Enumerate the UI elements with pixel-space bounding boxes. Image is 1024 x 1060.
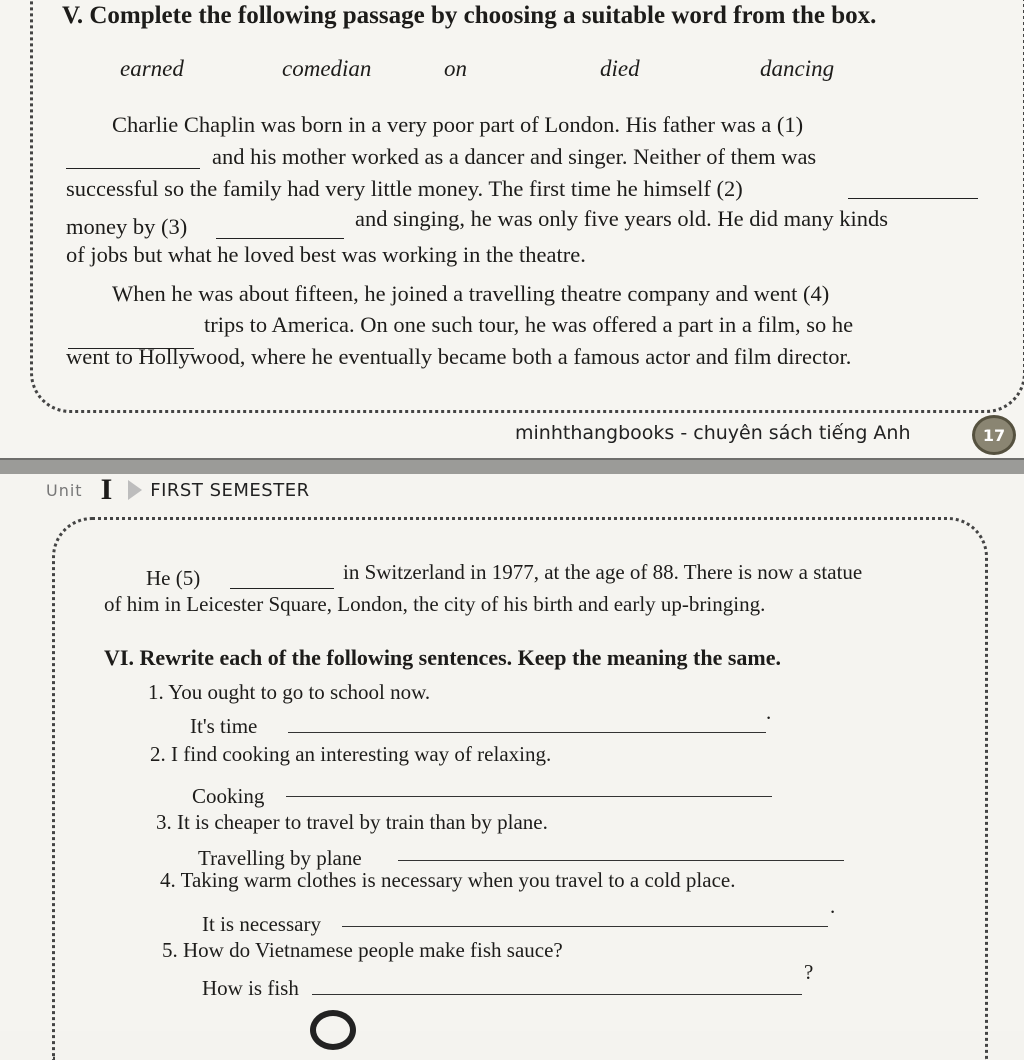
answer-line-3[interactable] (398, 860, 844, 861)
question-2: 2. I find cooking an interesting way of relaxing. (150, 742, 552, 766)
passage-line: of him in Leicester Square, London, the city of his birth and early up-bringing. (104, 592, 766, 616)
passage-line: He (5) (146, 566, 201, 590)
passage-line: trips to America. On one such tour, he was offered a part in a film, so he (204, 312, 854, 337)
semester-header (46, 473, 310, 506)
word-box-item: dancing (760, 56, 835, 81)
question-4: 4. Taking warm clothes is necessary when you travel to a cold place. (160, 868, 736, 892)
word-box-item: comedian (282, 56, 372, 81)
answer-line-2[interactable] (286, 796, 772, 797)
blank-5[interactable] (230, 586, 334, 589)
question-1: 1. You ought to go to school now. (148, 680, 431, 704)
answer-prompt-5: How is fish (202, 976, 299, 1000)
passage-line: and his mother worked as a dancer and singer. Neither of them was (212, 144, 817, 169)
answer-line-1[interactable] (288, 732, 766, 733)
section-vi-heading: VI. Rewrite each of the following sentences. Keep the meaning the same. (104, 645, 781, 670)
answer-prompt-1: It's time (190, 714, 258, 738)
page-number-badge: 17 (972, 415, 1016, 455)
passage-line: successful so the family had very little money. The first time he himself (2) (66, 176, 743, 201)
ring-icon (310, 1010, 356, 1050)
passage-line: of jobs but what he loved best was working in the theatre. (66, 242, 586, 267)
answer-prompt-3: Travelling by plane (198, 846, 362, 870)
answer-prompt-2: Cooking (192, 784, 265, 808)
passage-line: money by (3) (66, 214, 188, 239)
passage-line: went to Hollywood, where he eventually became both a famous actor and film director. (66, 344, 852, 369)
section-v-heading: V. Complete the following passage by choosing a suitable word from the box. (62, 2, 877, 29)
unit-mark: Unit (46, 480, 83, 500)
passage-line: and singing, he was only five years old. He did many kinds (355, 206, 889, 231)
answer-line-4[interactable] (342, 926, 828, 927)
passage-line: in Switzerland in 1977, at the age of 88. There is now a statue (343, 560, 863, 584)
semester-roman-numeral: I (100, 473, 113, 506)
answer-end-5: ? (804, 960, 814, 984)
blank-3[interactable] (216, 236, 344, 239)
question-5: 5. How do Vietnamese people make fish sauce? (162, 938, 563, 962)
answer-line-5[interactable] (312, 994, 802, 995)
publisher-footer: minhthangbooks - chuyên sách tiếng Anh (515, 422, 911, 444)
blank-1[interactable] (66, 166, 200, 169)
blank-2[interactable] (848, 196, 978, 199)
passage-line: When he was about fifteen, he joined a travelling theatre company and went (4) (112, 281, 830, 306)
answer-end-4: . (830, 894, 836, 918)
word-box-item: on (444, 56, 467, 81)
word-box-item: died (600, 56, 640, 81)
answer-prompt-4: It is necessary (202, 912, 321, 936)
semester-title: FIRST SEMESTER (150, 479, 310, 501)
word-box-item: earned (120, 56, 184, 81)
answer-end-1: . (766, 700, 772, 724)
passage-line: Charlie Chaplin was born in a very poor part of London. His father was a (1) (112, 112, 804, 137)
question-3: 3. It is cheaper to travel by train than by plane. (156, 810, 548, 834)
arrow-icon (128, 480, 142, 500)
